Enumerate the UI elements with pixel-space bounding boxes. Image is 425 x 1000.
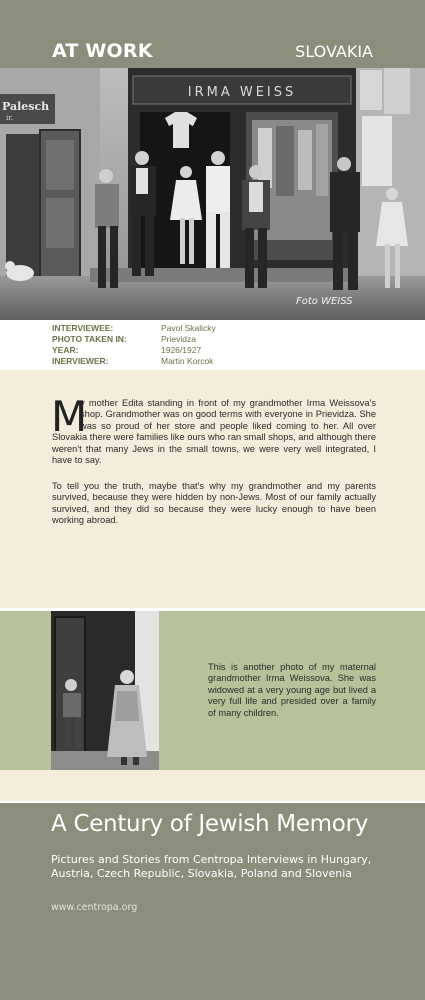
second-photo — [51, 611, 159, 770]
story-paragraph-1-text: y mother Edita standing in front of my grandmother Irma Weissova's shop. Grandmother was on good terms with everyone in Prievidza. She was so proud of her store and people liked coming to her. All over Slovakia there were families like ours who ran small shops, and although there weren't that many Jews in the small towns, we were very well integrated, I have to say. — [52, 398, 376, 466]
credit-value: 1926/1927 — [161, 345, 202, 355]
second-photo-caption: This is another photo of my maternal grandmother Irma Weissova. She was widowed at a very young age but lived a very full life and presided over a family of many children. — [208, 662, 376, 718]
credit-row — [52, 334, 382, 344]
shop-photo-illustration — [0, 68, 425, 320]
credit-label: INTERVIEWEE: — [52, 323, 114, 333]
page-footer — [0, 801, 425, 1000]
main-photo — [0, 68, 425, 320]
credit-value: Pavol Skalicky — [161, 323, 216, 333]
drop-cap: M — [51, 392, 88, 441]
page-title: AT WORK — [52, 40, 153, 62]
story-section — [0, 370, 425, 608]
divider-strip — [0, 770, 425, 801]
photo-credits — [0, 320, 425, 370]
sign-left-subtext: ir. — [6, 114, 14, 122]
footer-title: A Century of Jewish Memory — [51, 811, 369, 837]
shop-sign-text: IRMA WEISS — [187, 85, 297, 100]
credit-row — [52, 345, 382, 355]
credit-label: INERVIEWER: — [52, 356, 109, 366]
photo-watermark: Foto WEISS — [296, 296, 353, 307]
credit-row — [52, 323, 382, 333]
story-paragraph-2: To tell you the truth, maybe that's why my grandmother and my parents survived, because they were hidden by non-Jews. Most of our family actually survived, and they did so because they were lucky enough to have been working abroad. — [52, 481, 376, 526]
footer-subtitle: Pictures and Stories from Centropa Interviews in Hungary, Austria, Czech Republic, Slovakia, Poland and Slovenia — [51, 853, 372, 880]
credit-label: YEAR: — [52, 345, 79, 355]
page-header — [0, 0, 425, 68]
grandmother-photo-illustration — [51, 611, 159, 770]
sign-left-text: Palesch — [2, 100, 50, 113]
credit-value: Prievidza — [161, 334, 196, 344]
footer-url-link[interactable]: www.centropa.org — [51, 902, 138, 913]
country-label: SLOVAKIA — [295, 42, 373, 61]
story-paragraph-1 — [51, 392, 376, 466]
credit-value: Martin Korcok — [161, 356, 214, 366]
credit-row — [52, 356, 382, 366]
credit-label: PHOTO TAKEN IN: — [52, 334, 127, 344]
